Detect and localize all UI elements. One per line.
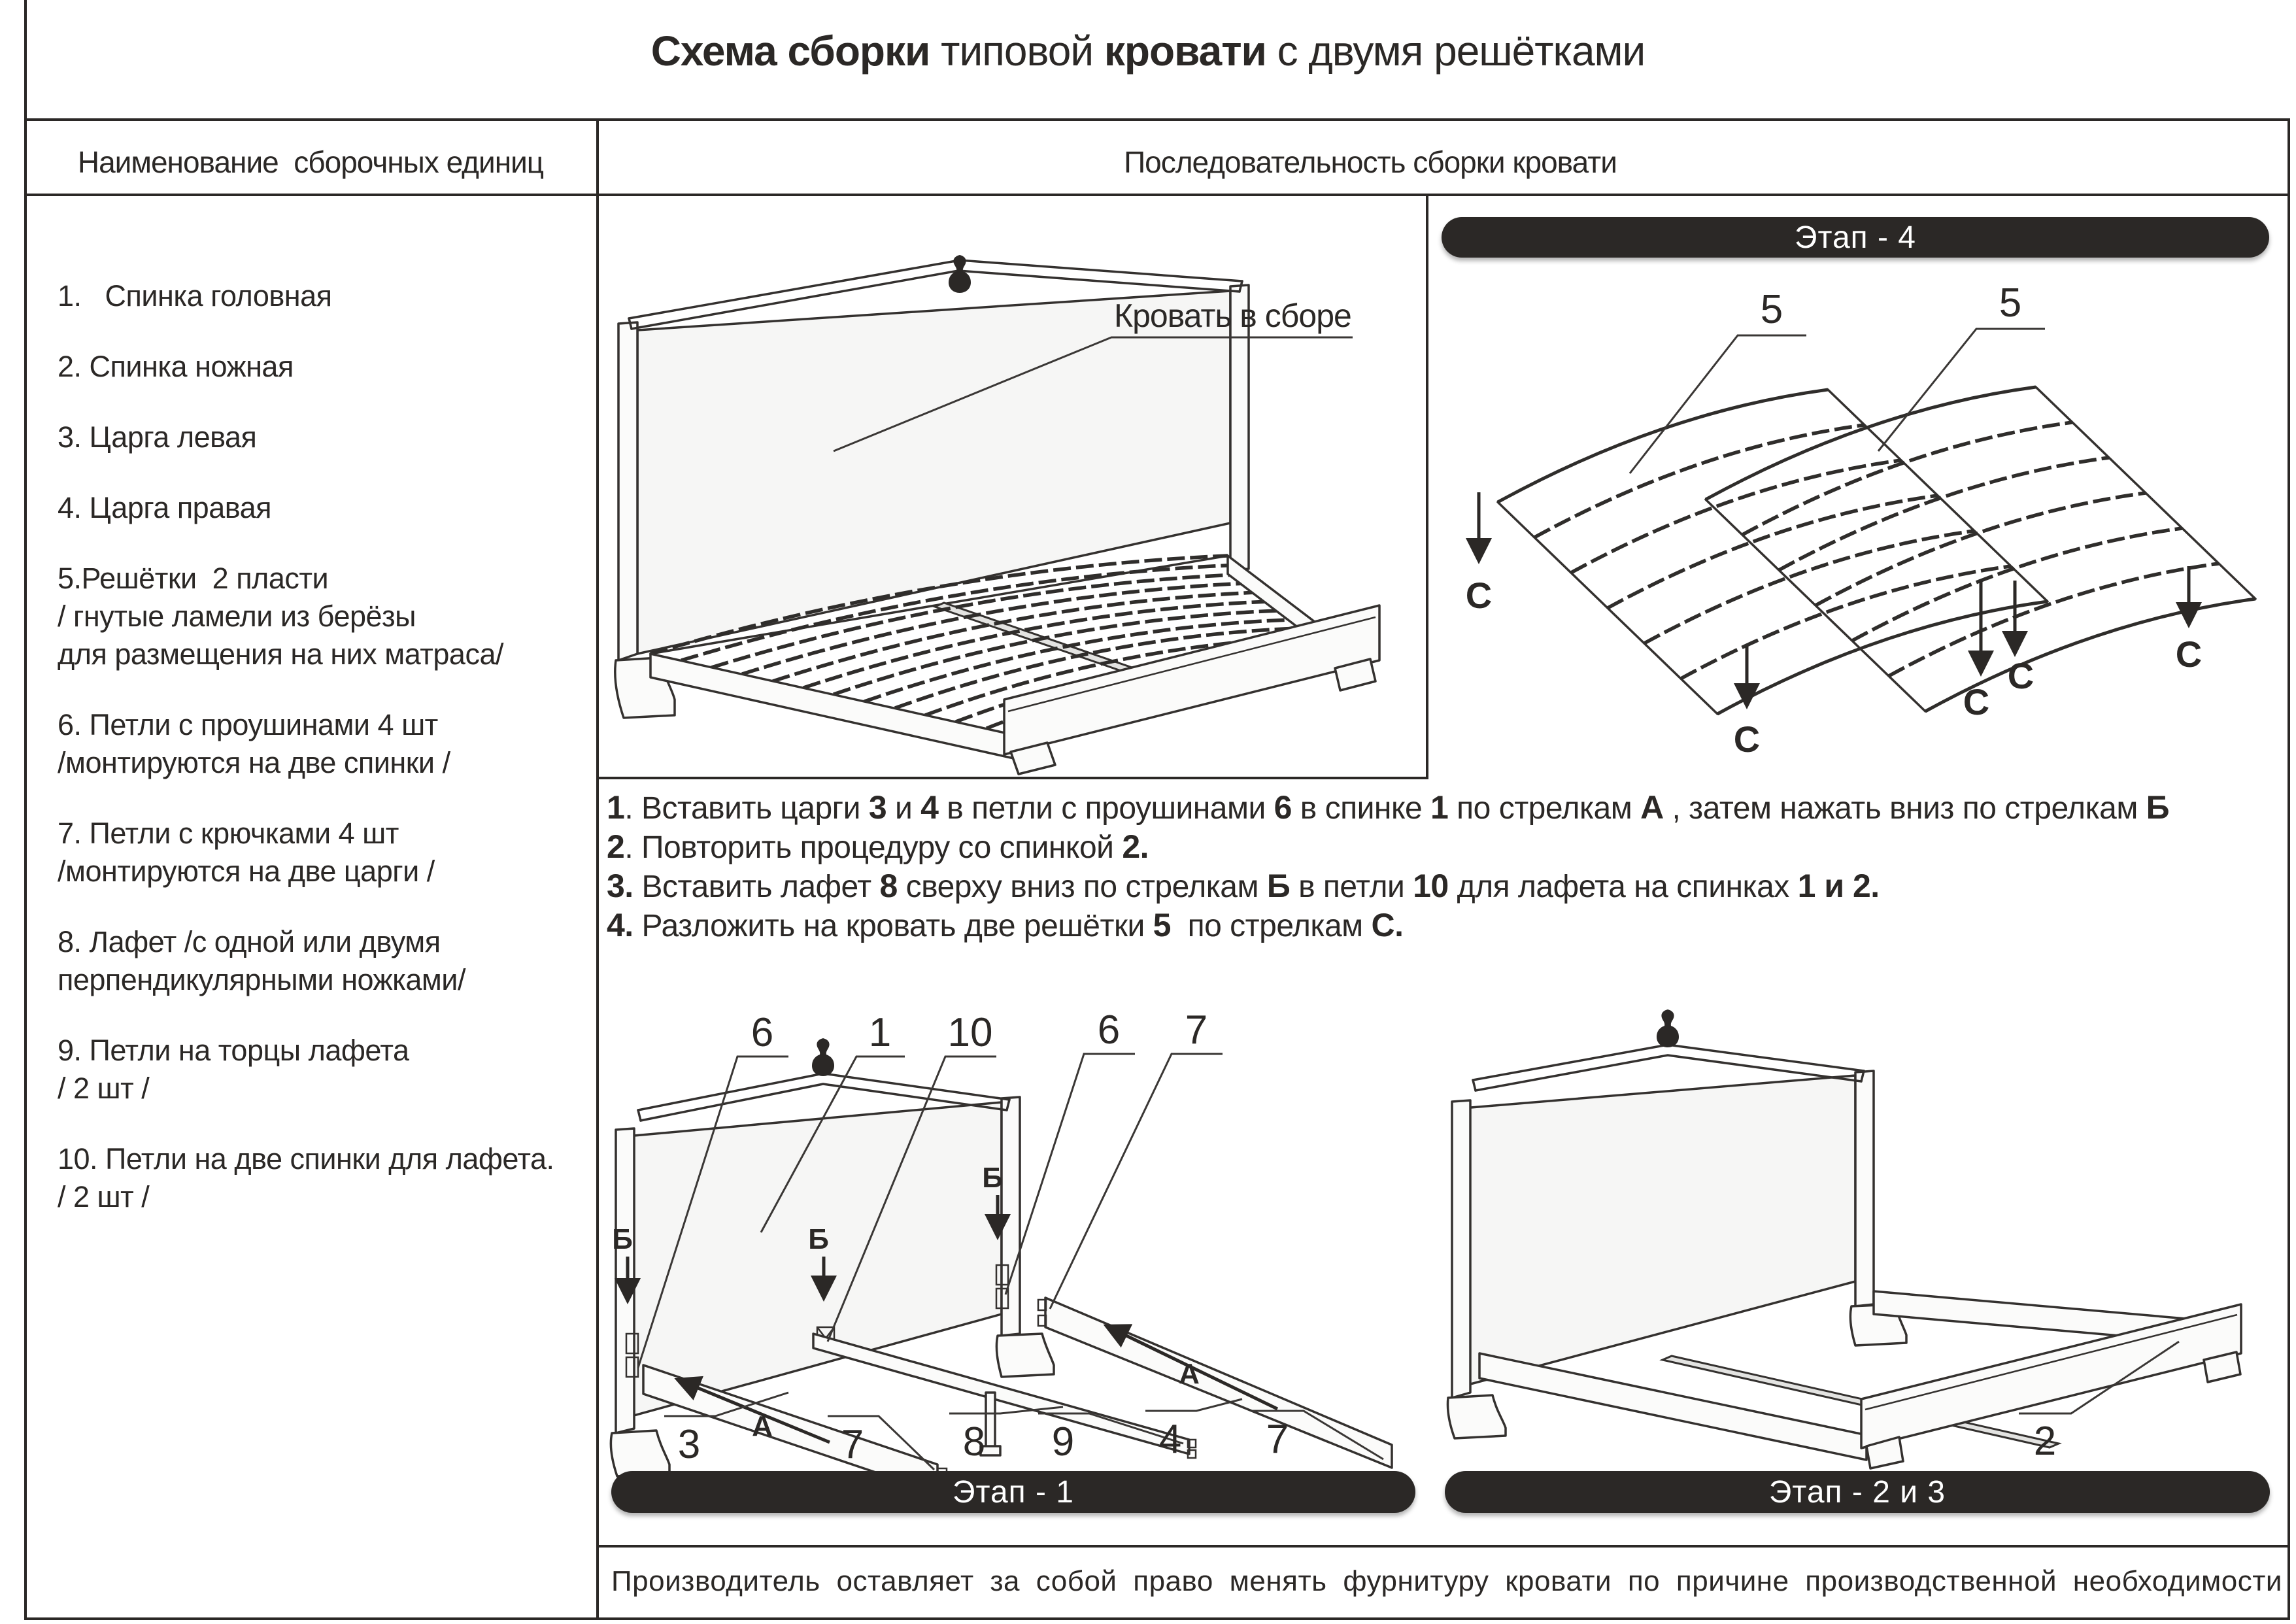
part-line: / 2 шт /	[58, 1180, 150, 1213]
svg-text:10: 10	[947, 1010, 993, 1055]
finial-icon	[1657, 1009, 1679, 1047]
svg-text:8: 8	[962, 1419, 986, 1464]
stage1-bar	[611, 1471, 1415, 1513]
callout-grid-left-leader	[1630, 335, 1806, 473]
svg-text:4: 4	[1158, 1417, 1182, 1462]
part-line: 4. Царга правая	[58, 491, 272, 524]
headboard-left-post	[1452, 1100, 1470, 1398]
part-line: 6. Петли с проушинами 4 шт	[58, 708, 438, 741]
part-line: / 2 шт /	[58, 1072, 150, 1105]
part-line: 1. Спинка головная	[58, 279, 332, 313]
right-foot	[996, 1334, 1054, 1377]
svg-text:Б: Б	[612, 1223, 633, 1255]
part-item	[58, 418, 587, 456]
svg-text:6: 6	[751, 1010, 774, 1055]
svg-text:7: 7	[1266, 1417, 1289, 1462]
svg-text:9: 9	[1051, 1419, 1075, 1464]
rule-footer-top	[596, 1545, 2290, 1548]
header-sequence-column: Последовательность сборки кровати	[1124, 145, 1617, 179]
headboard-panel	[1463, 1075, 1855, 1386]
callout-footboard: 2	[2033, 1419, 2057, 1464]
part-item	[58, 277, 587, 315]
part-line: 5.Решётки 2 пласти	[58, 562, 329, 595]
part-item	[58, 706, 587, 782]
svg-text:С: С	[1465, 575, 1493, 616]
page-title: Схема сборки типовой кровати с двумя решётками	[650, 27, 1646, 75]
part-line: для размещения на них матраса/	[58, 637, 503, 671]
assembled-bed-drawing	[598, 195, 1427, 778]
svg-text:6: 6	[1097, 1007, 1121, 1053]
callout-grid-right: 5	[1999, 280, 2022, 326]
instruction-step-1: 1. Вставить царги 3 и 4 в петли с проушинами 6 в спинке 1 по стрелкам А , затем нажать вниз по стрелкам Б	[607, 789, 2170, 826]
part-line: перпендикулярными ножками/	[58, 963, 465, 996]
part-item	[58, 1140, 587, 1216]
part-item	[58, 815, 587, 890]
stage23-bar-label: Этап - 2 и 3	[1768, 1474, 1946, 1510]
svg-text:С: С	[1963, 681, 1990, 722]
headboard-left-post	[616, 1128, 634, 1433]
rule-top	[24, 118, 2290, 121]
left-foot	[1447, 1395, 1506, 1438]
finial-icon	[812, 1038, 834, 1076]
part-line: 10. Петли на две спинки для лафета.	[58, 1142, 554, 1176]
footer-note: Производитель оставляет за собой право менять фурнитуру кровати по причине производственной необходимости	[611, 1565, 2282, 1597]
svg-text:3: 3	[677, 1422, 701, 1467]
part-line: 2. Спинка ножная	[58, 350, 294, 383]
part-item	[58, 489, 587, 527]
instructions	[607, 788, 2287, 945]
rule-bottom	[24, 1617, 2290, 1620]
part-item	[58, 560, 587, 673]
stage23-drawing	[1427, 941, 2290, 1523]
headboard-right-post	[1002, 1097, 1020, 1336]
svg-text:Б: Б	[808, 1223, 829, 1255]
svg-text:7: 7	[1185, 1007, 1208, 1053]
part-item	[58, 348, 587, 386]
part-line: 7. Петли с крючками 4 шт	[58, 817, 399, 850]
part-item	[58, 923, 587, 999]
headboard-left-post	[618, 322, 637, 660]
part-line: /монтируются на две царги /	[58, 854, 435, 888]
part-line: / гнутые ламели из берёзы	[58, 600, 416, 633]
stage4-bar-label: Этап - 4	[1795, 220, 1916, 255]
part-line: 8. Лафет /с одной или двумя	[58, 925, 441, 958]
arrows-c	[1466, 492, 2202, 760]
border-left	[24, 0, 27, 1620]
svg-text:С: С	[1733, 719, 1761, 760]
part-line: 3. Царга левая	[58, 420, 257, 454]
svg-text:1: 1	[868, 1010, 892, 1055]
instruction-step-4: 4. Разложить на кровать две решётки 5 по стрелкам С.	[607, 907, 1404, 943]
headboard-right-post	[1855, 1071, 1874, 1306]
svg-text:А: А	[752, 1410, 773, 1442]
parts-list	[58, 277, 587, 1249]
stage1-drawing	[598, 941, 1427, 1523]
instruction-step-2: 2. Повторить процедуру со спинкой 2.	[607, 828, 1149, 865]
part-line: /монтируются на две спинки /	[58, 746, 450, 779]
svg-text:7: 7	[841, 1422, 864, 1467]
svg-text:А: А	[1179, 1358, 1200, 1390]
slat-base-left	[1498, 390, 2048, 714]
callout-grid-left: 5	[1760, 287, 1783, 332]
rail-right	[1038, 1298, 1392, 1468]
left-foot	[611, 1430, 669, 1476]
stage23-bar	[1445, 1471, 2270, 1513]
stage1-bar-label: Этап - 1	[953, 1474, 1074, 1510]
svg-text:С: С	[2007, 655, 2034, 696]
assembled-label: Кровать в сборе	[1114, 297, 1351, 334]
part-line: 9. Петли на торцы лафета	[58, 1034, 409, 1067]
instruction-step-3: 3. Вставить лафет 8 сверху вниз по стрелкам Б в петли 10 для лафета на спинках 1 и 2.	[607, 868, 1880, 904]
stage4-drawing	[1427, 195, 2290, 778]
part-item	[58, 1032, 587, 1108]
svg-text:Б: Б	[982, 1162, 1003, 1194]
rail-left	[1479, 1353, 1866, 1460]
svg-text:С: С	[2175, 634, 2203, 675]
header-parts-column: Наименование сборочных единиц	[77, 145, 544, 179]
